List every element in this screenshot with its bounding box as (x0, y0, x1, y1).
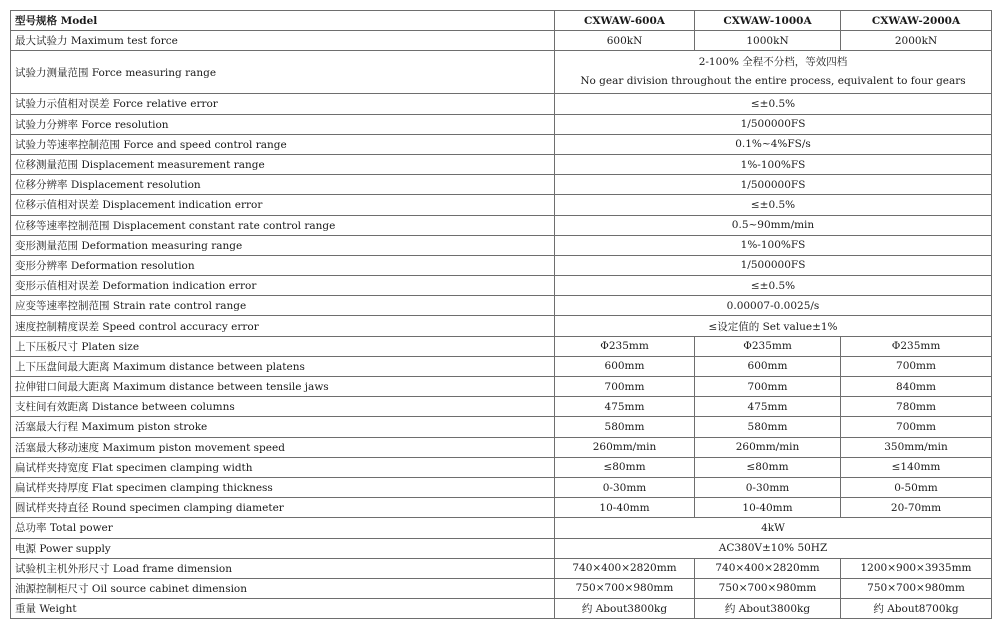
spec-label: 试验力测量范围 Force measuring range (11, 51, 555, 94)
spec-value-merged (555, 235, 992, 255)
spec-value-merged (555, 195, 992, 215)
spec-value-line: No gear division throughout the entire process, equivalent to four gears (580, 75, 966, 88)
spec-value: 580mm (555, 417, 695, 437)
spec-row (11, 498, 992, 518)
spec-value: Φ235mm (555, 336, 695, 356)
spec-value: 0-30mm (555, 477, 695, 497)
spec-label: 位移分辨率 Displacement resolution (11, 175, 555, 195)
spec-value-line: 4kW (761, 521, 785, 534)
spec-label: 圆试样夹持直径 Round specimen clamping diameter (11, 498, 555, 518)
spec-value-merged (555, 276, 992, 296)
spec-table-body (11, 11, 992, 619)
spec-row (11, 154, 992, 174)
spec-row (11, 437, 992, 457)
spec-value: 2000kN (841, 31, 992, 51)
spec-label: 活塞最大移动速度 Maximum piston movement speed (11, 437, 555, 457)
model-1000a: CXWAW-1000A (695, 11, 841, 31)
spec-value: 750×700×980mm (555, 578, 695, 598)
spec-value-line: 1/500000FS (740, 178, 806, 191)
spec-value: 740×400×2820mm (695, 558, 841, 578)
spec-row (11, 538, 992, 558)
spec-row (11, 457, 992, 477)
spec-label: 电源 Power supply (11, 538, 555, 558)
spec-value: 750×700×980mm (695, 578, 841, 598)
spec-value: 1200×900×3935mm (841, 558, 992, 578)
spec-label: 试验力分辨率 Force resolution (11, 114, 555, 134)
spec-row (11, 175, 992, 195)
spec-value-merged (555, 215, 992, 235)
spec-label: 变形测量范围 Deformation measuring range (11, 235, 555, 255)
spec-value-line: ≤±0.5% (750, 279, 796, 292)
spec-value: 700mm (841, 417, 992, 437)
spec-value-merged (555, 134, 992, 154)
spec-label: 试验机主机外形尺寸 Load frame dimension (11, 558, 555, 578)
spec-value-line: 1%-100%FS (740, 239, 806, 252)
spec-row (11, 558, 992, 578)
model-2000a: CXWAW-2000A (841, 11, 992, 31)
spec-label: 最大试验力 Maximum test force (11, 31, 555, 51)
spec-value: 740×400×2820mm (555, 558, 695, 578)
model-600a: CXWAW-600A (555, 11, 695, 31)
spec-label: 位移示值相对误差 Displacement indication error (11, 195, 555, 215)
spec-row (11, 477, 992, 497)
spec-value: 840mm (841, 377, 992, 397)
spec-value-line: 2-100% 全程不分档，等效四档 (698, 56, 848, 69)
spec-row (11, 134, 992, 154)
spec-value-merged (555, 114, 992, 134)
spec-value: 10-40mm (555, 498, 695, 518)
spec-value-merged (555, 316, 992, 336)
spec-row (11, 397, 992, 417)
spec-label: 位移等速率控制范围 Displacement constant rate control range (11, 215, 555, 235)
spec-row (11, 417, 992, 437)
spec-row (11, 356, 992, 376)
spec-value-merged (555, 255, 992, 275)
spec-row (11, 336, 992, 356)
spec-value-merged (555, 296, 992, 316)
spec-value: 780mm (841, 397, 992, 417)
spec-value-merged (555, 175, 992, 195)
spec-value: 700mm (841, 356, 992, 376)
spec-label: 重量 Weight (11, 599, 555, 619)
spec-row (11, 578, 992, 598)
spec-value: Φ235mm (841, 336, 992, 356)
spec-value: Φ235mm (695, 336, 841, 356)
spec-value-line: 0.5~90mm/min (731, 219, 815, 232)
header-row (11, 11, 992, 31)
spec-value: 475mm (695, 397, 841, 417)
spec-label: 位移测量范围 Displacement measurement range (11, 154, 555, 174)
spec-row (11, 518, 992, 538)
header-label: 型号规格 Model (11, 11, 555, 31)
spec-value: 20-70mm (841, 498, 992, 518)
spec-label: 上下压板尺寸 Platen size (11, 336, 555, 356)
spec-row (11, 276, 992, 296)
spec-label: 油源控制柜尺寸 Oil source cabinet dimension (11, 578, 555, 598)
spec-label: 扁试样夹持宽度 Flat specimen clamping width (11, 457, 555, 477)
spec-value: 约 About3800kg (695, 599, 841, 619)
spec-label: 扁试样夹持厚度 Flat specimen clamping thickness (11, 477, 555, 497)
spec-label: 应变等速率控制范围 Strain rate control range (11, 296, 555, 316)
spec-label: 变形分辨率 Deformation resolution (11, 255, 555, 275)
spec-value: 580mm (695, 417, 841, 437)
spec-label: 速度控制精度误差 Speed control accuracy error (11, 316, 555, 336)
spec-value: 350mm/min (841, 437, 992, 457)
spec-label: 拉伸钳口间最大距离 Maximum distance between tensile jaws (11, 377, 555, 397)
spec-value: ≤80mm (695, 457, 841, 477)
spec-value-line: ≤设定值的 Set value±1% (708, 320, 838, 333)
spec-value: ≤80mm (555, 457, 695, 477)
spec-value: 260mm/min (695, 437, 841, 457)
spec-label: 变形示值相对误差 Deformation indication error (11, 276, 555, 296)
spec-label: 试验力示值相对误差 Force relative error (11, 94, 555, 114)
spec-value: 10-40mm (695, 498, 841, 518)
spec-row (11, 195, 992, 215)
spec-value: 1000kN (695, 31, 841, 51)
spec-row (11, 215, 992, 235)
spec-value-merged (555, 518, 992, 538)
spec-table (10, 10, 992, 619)
spec-value-merged (555, 51, 992, 94)
spec-value-line: 1%-100%FS (740, 158, 806, 171)
spec-row (11, 31, 992, 51)
spec-value: 475mm (555, 397, 695, 417)
spec-value: 700mm (695, 377, 841, 397)
spec-row (11, 114, 992, 134)
spec-label: 活塞最大行程 Maximum piston stroke (11, 417, 555, 437)
spec-row (11, 51, 992, 94)
spec-value-merged (555, 94, 992, 114)
spec-label: 支柱间有效距离 Distance between columns (11, 397, 555, 417)
spec-value: 700mm (555, 377, 695, 397)
spec-value: 600kN (555, 31, 695, 51)
spec-label: 总功率 Total power (11, 518, 555, 538)
spec-row (11, 296, 992, 316)
spec-value-line: 0.1%~4%FS/s (735, 138, 811, 151)
spec-label: 试验力等速率控制范围 Force and speed control range (11, 134, 555, 154)
spec-value-line: ≤±0.5% (750, 198, 796, 211)
spec-row (11, 377, 992, 397)
spec-value: 750×700×980mm (841, 578, 992, 598)
spec-value-line: ≤±0.5% (750, 97, 796, 110)
spec-value: 600mm (555, 356, 695, 376)
spec-row (11, 94, 992, 114)
spec-row (11, 235, 992, 255)
spec-value: ≤140mm (841, 457, 992, 477)
spec-value: 约 About8700kg (841, 599, 992, 619)
spec-value-merged (555, 538, 992, 558)
spec-value-merged (555, 154, 992, 174)
spec-value: 约 About3800kg (555, 599, 695, 619)
spec-row (11, 599, 992, 619)
spec-row (11, 255, 992, 275)
spec-value-line: AC380V±10% 50HZ (718, 542, 828, 555)
spec-value-line: 1/500000FS (740, 259, 806, 272)
spec-value: 260mm/min (555, 437, 695, 457)
spec-value: 0-30mm (695, 477, 841, 497)
spec-value: 0-50mm (841, 477, 992, 497)
spec-value-line: 1/500000FS (740, 118, 806, 131)
spec-row (11, 316, 992, 336)
spec-label: 上下压盘间最大距离 Maximum distance between platens (11, 356, 555, 376)
spec-value: 600mm (695, 356, 841, 376)
spec-value-line: 0.00007-0.0025/s (726, 299, 820, 312)
